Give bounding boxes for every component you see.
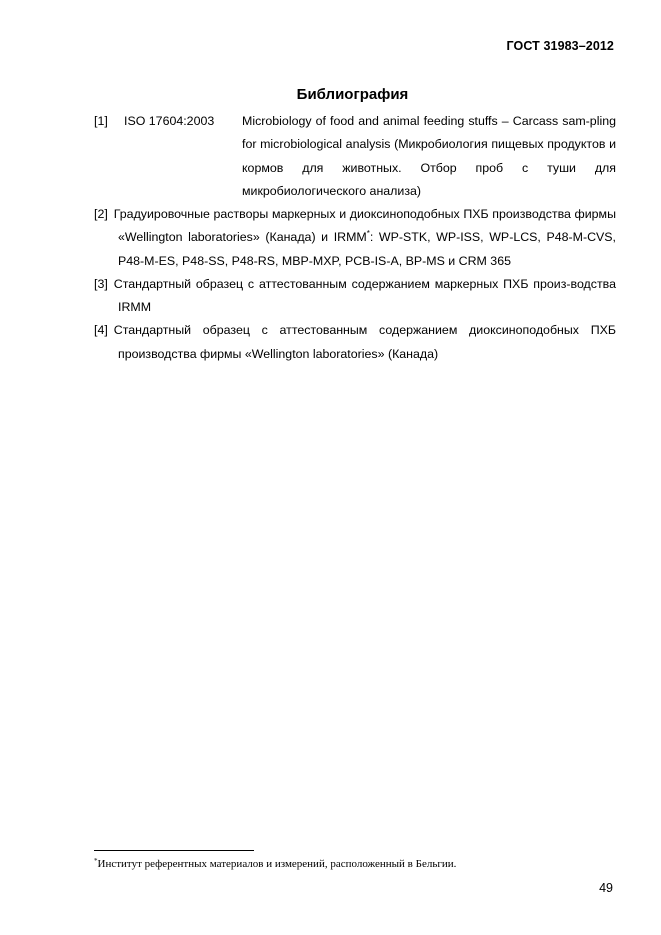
- entry-number: [4]: [94, 323, 108, 338]
- footnote-mark: *: [94, 857, 98, 865]
- entry-text-continued: : WP-STK, WP-ISS, WP-LCS, P48-M-CVS, P48-M-ES, P48-SS, P48-RS, MBP-MXP, PCB-IS-A, BP-MS и CRM 365: [118, 230, 617, 268]
- entry-text: Стандартный образец с аттестованным содержанием диоксиноподобных ПХБ производства фирмы «Wellington laboratories» (Канада): [113, 323, 616, 361]
- footnote-text: Институт референтных материалов и измерений, расположенный в Бельгии.: [97, 858, 457, 870]
- entry-number: [2]: [94, 207, 108, 221]
- entry-standard-code: ISO 17604:2003: [124, 114, 215, 128]
- bibliography-entry-1: [94, 110, 616, 203]
- entry-number: [3]: [94, 276, 108, 291]
- bibliography-list: [94, 110, 616, 366]
- bibliography-entry-4: [94, 319, 616, 366]
- entry-number: [1]: [94, 114, 108, 128]
- bibliography-entry-3: [94, 273, 616, 320]
- footnote-separator: [94, 850, 254, 851]
- document-code: ГОСТ 31983–2012: [506, 39, 614, 53]
- entry-text: Градуировочные растворы маркерных и диоксиноподобных ПХБ производства фирмы «Wellington laboratories» (Канада) и IRMM: [113, 207, 616, 245]
- footnote-reference: *: [366, 229, 370, 239]
- entry-text: Microbiology of food and animal feeding stuffs – Carcass sam-pling for microbiological analysis (Микробиология пищевых продуктов и кормов для животных. Отбор проб с туши для микробиологического анализа): [242, 114, 616, 198]
- entry-text: Стандартный образец с аттестованным содержанием маркерных ПХБ произ-водства IRMM: [113, 276, 616, 315]
- page-number: 49: [599, 881, 613, 895]
- bibliography-heading: Библиография: [296, 86, 409, 103]
- bibliography-entry-2: [94, 203, 616, 273]
- footnote: [94, 858, 456, 870]
